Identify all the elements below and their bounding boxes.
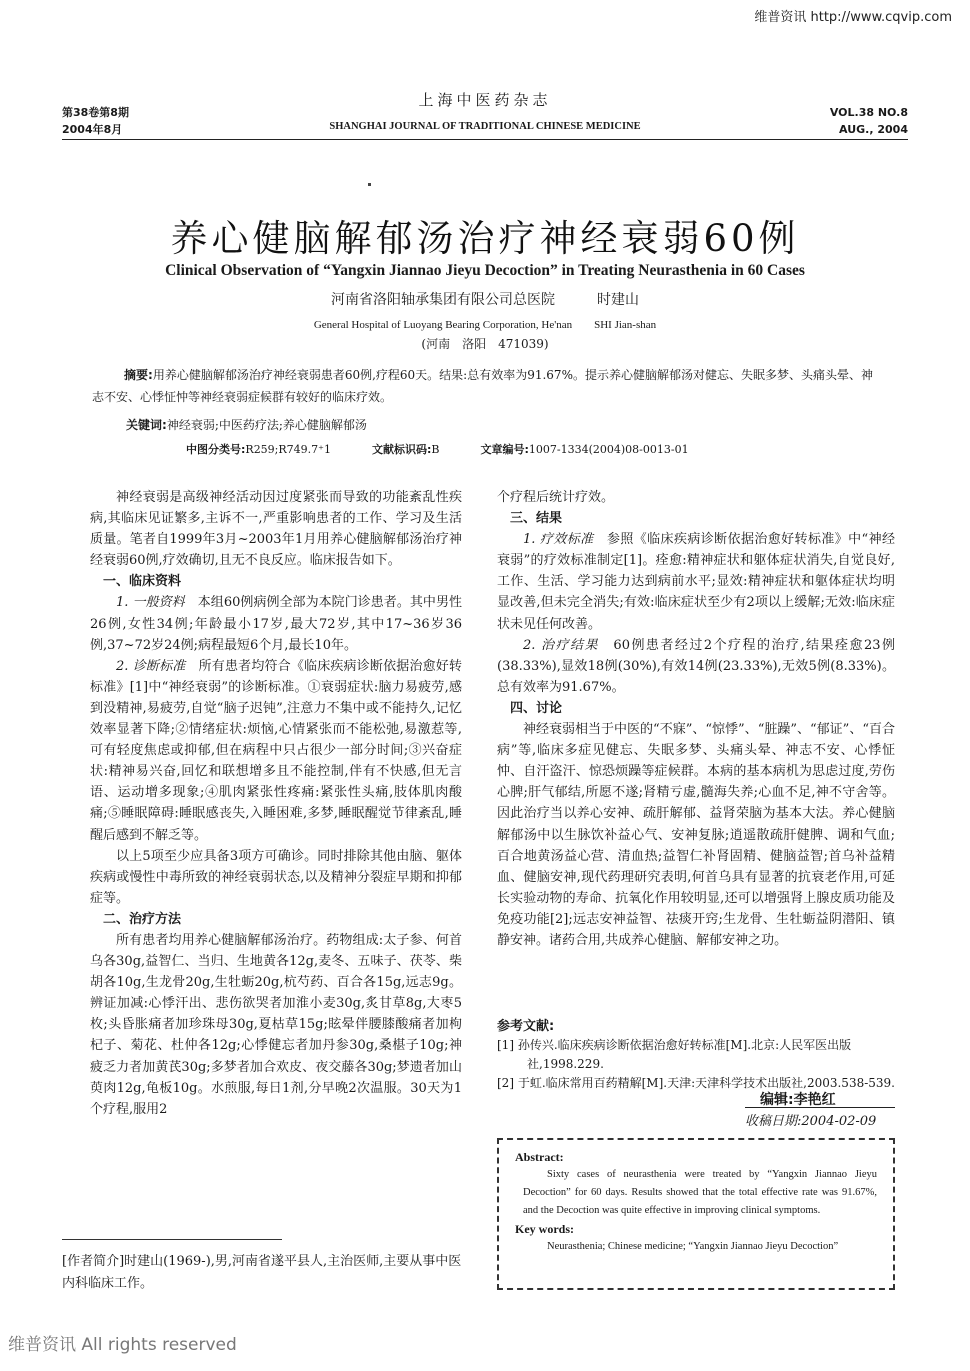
right-column [497,487,895,951]
clc-value: R259;R749.7⁺1 [245,443,331,456]
keywords-cn-text: 神经衰弱;中医药疗法;养心健脑解郁汤 [166,418,367,432]
speck [368,183,371,186]
editor: 编辑:李艳红 [760,1092,836,1108]
discussion-paragraph: 神经衰弱相当于中医的“不寐”、“惊悸”、“脏躁”、“郁证”、“百合病”等,临床多症见健忘、失眠多梦、头痛头晕、神志不安、心悸怔忡、自汗盗汗、惊恐烦躁等症候群。本病的基本病机为思虑过度,劳伤心脾;肝气郁结,所愿不遂;肾精亏虚,髓海失养;心血不足,神不守舍等。因此治疗当以养心安神、疏肝解郁、益肾荣脑为基本大法。养心健脑解郁汤中以生脉饮补益心气、安神复脉;逍遥散疏肝健脾、调和气血;百合地黄汤益心营、清血热;益智仁补肾固精、健脑益智;首乌补益精血、健脑安神,现代药理研究表明,何首乌具有显著的抗衰老作用,可延长实验动物的寿命、抗氧化作用较明显,还可以增强肾上腺皮质功能及免疫功能[2];远志安神益智、祛痰开窍;生龙骨、生牡蛎益阴潜阳、镇静安神。诸药合用,共成养心健脑、解郁安神之功。 [497,722,895,948]
affiliation-en: General Hospital of Luoyang Bearing Corporation, He'nan SHI Jian-shan [313,319,657,331]
intro-paragraph: 神经衰弱是高级神经活动因过度紧张而导致的功能紊乱性疾病,其临床见证繁多,主诉不一,严重影响患者的工作、学习及生活质量。笔者自1999年3月~2003年1月用养心健脑解郁汤治疗神经衰弱60例,疗效确切,且无不良反应。临床报告如下。 [90,490,462,569]
subsection-label: 2. 诊断标准 [116,658,186,674]
affiliation-location: (河南 洛阳 471039) [421,337,549,351]
classification-line [186,441,689,457]
volume-en: VOL.38 NO.8 [829,106,908,119]
footnote-rule [62,1239,282,1240]
header-right [830,104,908,138]
section-heading: 三、结果 [510,511,563,527]
references-heading: 参考文献: [497,1019,555,1034]
date-cn: 2004年8月 [62,123,123,136]
subsection-text: 所有患者均符合《临床疾病诊断依据治愈好转标准》[1]中“神经衰弱”的诊断标准。①衰弱症状:脑力易疲劳,感到没精神,易疲劳,自觉“脑子迟钝”,注意力不集中或不能持久,记忆效率显著下降;②情绪症状:烦恼,心情紧张而不能松弛,易激惹等,可有轻度焦虑或抑郁,但在病程中只占很少一部分时间;③兴奋症状:精神易兴奋,回忆和联想增多且不能控制,伴有不快感,但无言语、运动增多现象;④肌肉紧张性疼痛:紧张性头痛,肢体肌肉酸痛;⑤睡眠障碍:睡眠感丧失,入睡困难,多梦,睡眠醒觉节律紊乱,睡醒后感到不解乏等。 [90,658,462,843]
article-title-cn: 养心健脑解郁汤治疗神经衰弱60例 [170,217,800,260]
left-column [90,487,462,1120]
watermark-top: 维普资讯 http://www.cqvip.com [754,10,952,25]
keywords-en-text: Neurasthenia; Chinese medicine; “Yangxin Jiannao Jieyu Decoction” [547,1241,839,1252]
subsection-label: 2. 治疗结果 [523,637,599,653]
section-heading: 四、讨论 [510,700,563,716]
journal-title-en: SHANGHAI JOURNAL OF TRADITIONAL CHINESE MEDICINE [329,121,641,132]
treatment-paragraph: 所有患者均用养心健脑解郁汤治疗。药物组成:太子参、何首乌各30g,益智仁、当归、生地黄各12g,麦冬、五味子、茯苓、柴胡各10g,生龙骨20g,生牡蛎20g,杭芍药、百合各15g,远志9g。辨证加减:心悸汗出、悲伤欲哭者加淮小麦30g,炙甘草8g,大枣5枚;头昏胀痛者加珍珠母30g,夏枯草15g;眩晕伴腰膝酸痛者加枸杞子、菊花、杜仲各12g;心悸健忘者加丹参30g,桑椹子10g;神疲乏力者加黄芪30g;多梦者加合欢皮、夜交藤各30g;梦遗者加山萸肉12g,龟板10g。水煎服,每日1剂,分早晚2次温服。30天为1个疗程,服用2 [90,932,462,1117]
header-rule [62,139,908,140]
received-date: 收稿日期:2004-02-09 [745,1114,877,1129]
journal-title-cn: 上海中医药杂志 [418,91,552,109]
keywords-en-label: Key words: [515,1222,574,1236]
clc-label: 中图分类号: [186,443,246,456]
watermark-bottom: 维普资讯 All rights reserved [8,1335,237,1355]
subsection-diagnosis [90,656,462,846]
abstract-en-text: Sixty cases of neurasthenia were treated by “Yangxin Jiannao Jieyu Decoction” for 60 days. Results showed that the total effective rate was 91.67%, and the Decoction was quite effective in improving clinical symptoms. [523,1169,877,1216]
doc-label: 文献标识码: [371,443,432,456]
volume-cn: 第38卷第8期 [62,106,129,119]
reference-item: [2] 于虹.临床常用百药精解[M].天津:天津科学技术出版社,2003.538-539. [497,1076,895,1090]
english-abstract-box [497,1138,895,1290]
subsection-text: 本组60例病例全部为本院门诊患者。其中男性26例,女性34例;年龄最小17岁,最大72岁,其中17~36岁36例,37~72岁24例;病程最短6个月,最长10年。 [90,595,462,653]
keywords-cn-label: 关键词: [126,418,167,432]
references [497,1017,895,1093]
section-heading: 一、临床资料 [103,574,182,590]
section-heading: 二、治疗方法 [103,911,182,927]
abstract-en-label: Abstract: [515,1150,564,1164]
subsection-results [497,635,895,698]
article-number-label: 文章编号: [480,443,529,456]
subsection-text: 参照《临床疾病诊断依据治愈好转标准》中“神经衰弱”的疗效标准制定[1]。痊愈:精神症状和躯体症状消失,自觉良好,工作、生活、学习能力达到病前水平;显效:精神症状和躯体症状均明显改善,但未完全消失;有效:临床症状至少有2项以上缓解;无效:临床症状未见任何改善。 [497,532,895,632]
article-title-en: Clinical Observation of “Yangxin Jiannao Jieyu Decoction” in Treating Neurasthenia in 60 Cases [165,262,805,279]
subsection-criteria [497,529,895,634]
keywords-cn [126,416,367,433]
subsection-label: 1. 疗效标准 [523,532,594,548]
abstract-cn [92,364,878,408]
subsection-label: 1. 一般资料 [116,595,185,611]
subsection-general-data [90,592,462,655]
reference-item: [1] 孙传兴.临床疾病诊断依据治愈好转标准[M].北京:人民军医出版社,1998.229. [497,1038,852,1071]
author-footnote: [作者简介]时建山(1969-),男,河南省遂平县人,主治医师,主要从事中医内科临床工作。 [62,1254,462,1291]
article-number-value: 1007-1334(2004)08-0013-01 [528,443,689,456]
continued-text: 个疗程后统计疗效。 [497,490,615,505]
abstract-cn-text: 用养心健脑解郁汤治疗神经衰弱患者60例,疗程60天。结果:总有效率为91.67%。提示养心健脑解郁汤对健忘、失眠多梦、头痛头晕、神志不安、心悸怔忡等神经衰弱症候群有较好的临床疗效。 [92,368,873,404]
received-rule [745,1107,895,1108]
subsection-text: 60例患者经过2个疗程的治疗,结果痊愈23例(38.33%),显效18例(30%),有效14例(23.33%),无效5例(8.33%)。总有效率为91.67%。 [497,637,895,695]
affiliation-cn: 河南省洛阳轴承集团有限公司总医院 时建山 [331,292,639,308]
doc-value: B [431,443,440,456]
abstract-cn-label: 摘要: [124,368,153,382]
paragraph: 以上5项至少应具备3项方可确诊。同时排除其他由脑、躯体疾病或慢性中毒所致的神经衰弱状态,以及精神分裂症早期和抑郁症等。 [90,848,462,906]
date-en: AUG., 2004 [839,123,908,136]
